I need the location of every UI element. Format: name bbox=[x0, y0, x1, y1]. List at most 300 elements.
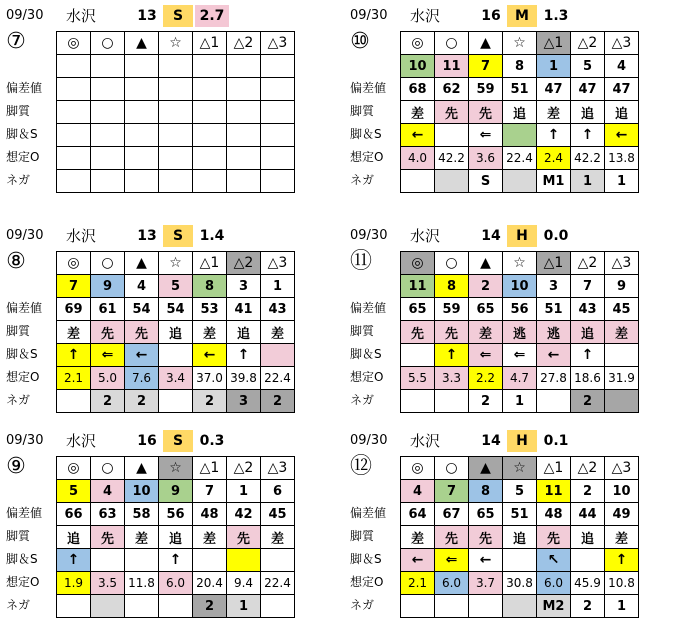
grid-row bbox=[401, 147, 639, 170]
grid-row bbox=[57, 321, 295, 344]
grid-row bbox=[401, 526, 639, 549]
grid-cell: 1 bbox=[503, 390, 537, 413]
grid-cell: 2.1 bbox=[57, 367, 91, 390]
grid-cell bbox=[125, 549, 159, 572]
grid-cell: 2 bbox=[469, 275, 503, 298]
mark-cell: ◎ bbox=[401, 252, 435, 275]
race-circled-number: ⑧ bbox=[6, 249, 26, 274]
grid-cell: 48 bbox=[537, 503, 571, 526]
grid-cell: 2 bbox=[193, 595, 227, 618]
grid-cell: 10 bbox=[503, 275, 537, 298]
grid-cell: ⇐ bbox=[91, 344, 125, 367]
grid-cell: 差 bbox=[401, 526, 435, 549]
grid-cell: 47 bbox=[605, 78, 639, 101]
prediction-grid bbox=[56, 456, 295, 618]
grid-cell bbox=[159, 55, 193, 78]
grid-cell bbox=[227, 55, 261, 78]
grid-cell bbox=[193, 55, 227, 78]
grid-cell bbox=[193, 78, 227, 101]
grid-cell: 63 bbox=[91, 503, 125, 526]
grid-cell: 先 bbox=[469, 101, 503, 124]
score-value: 0.1 bbox=[543, 433, 569, 449]
race-venue: 水沢 bbox=[410, 432, 441, 450]
grid-cell: ← bbox=[193, 344, 227, 367]
grid-cell: 69 bbox=[57, 298, 91, 321]
grid-cell: 41 bbox=[227, 298, 261, 321]
grid-cell bbox=[401, 390, 435, 413]
grid-cell: 11.8 bbox=[125, 572, 159, 595]
grid-cell: 47 bbox=[571, 78, 605, 101]
row-label: 脚質 bbox=[6, 104, 31, 118]
grade-badge: S bbox=[163, 5, 193, 27]
prediction-grid bbox=[56, 31, 295, 193]
grid-cell: 先 bbox=[401, 321, 435, 344]
race-venue: 水沢 bbox=[410, 7, 441, 25]
grid-cell: 4 bbox=[91, 480, 125, 503]
grid-cell: 44 bbox=[571, 503, 605, 526]
grid-cell: 追 bbox=[57, 526, 91, 549]
row-label: 脚＆S bbox=[350, 347, 382, 361]
mark-cell: ▲ bbox=[125, 252, 159, 275]
grid-cell bbox=[261, 101, 295, 124]
grid-cell: 22.4 bbox=[261, 367, 295, 390]
grid-cell bbox=[91, 147, 125, 170]
race-date: 09/30 bbox=[350, 433, 388, 448]
grid-cell: 8 bbox=[435, 275, 469, 298]
grid-cell: 66 bbox=[57, 503, 91, 526]
grid-cell bbox=[57, 55, 91, 78]
mark-cell: ▲ bbox=[125, 457, 159, 480]
race-panel bbox=[6, 225, 330, 425]
grid-cell: 追 bbox=[159, 321, 193, 344]
grid-cell bbox=[261, 170, 295, 193]
row-label: 脚質 bbox=[6, 529, 31, 543]
grid-cell: 9 bbox=[605, 275, 639, 298]
grid-cell: 42 bbox=[227, 503, 261, 526]
mark-cell: △1 bbox=[537, 32, 571, 55]
grid-cell: ↑ bbox=[159, 549, 193, 572]
grid-cell: ← bbox=[401, 124, 435, 147]
grid-cell: 6 bbox=[261, 480, 295, 503]
grid-cell: 49 bbox=[605, 503, 639, 526]
grid-cell: 先 bbox=[91, 526, 125, 549]
grid-cell: ↑ bbox=[537, 124, 571, 147]
grid-row bbox=[57, 549, 295, 572]
grid-cell bbox=[57, 170, 91, 193]
grid-cell: 1 bbox=[605, 170, 639, 193]
mark-cell: △2 bbox=[571, 457, 605, 480]
grid-cell: 3.6 bbox=[469, 147, 503, 170]
grid-row bbox=[57, 457, 295, 480]
grid-cell: 22.4 bbox=[261, 572, 295, 595]
mark-cell: ▲ bbox=[469, 252, 503, 275]
mark-cell: ☆ bbox=[159, 457, 193, 480]
race-number: 13 bbox=[137, 8, 157, 24]
grid-cell bbox=[503, 124, 537, 147]
mark-cell: ◎ bbox=[57, 457, 91, 480]
grid-cell bbox=[469, 595, 503, 618]
mark-cell: ☆ bbox=[159, 32, 193, 55]
grid-row bbox=[401, 572, 639, 595]
grid-cell: 3 bbox=[227, 390, 261, 413]
row-label: 想定O bbox=[6, 575, 40, 589]
grid-cell: 43 bbox=[571, 298, 605, 321]
panel-header bbox=[6, 430, 330, 452]
grid-cell: ⇐ bbox=[435, 549, 469, 572]
grid-cell bbox=[125, 170, 159, 193]
race-circled-number: ⑪ bbox=[350, 249, 373, 274]
row-label: 想定O bbox=[350, 575, 384, 589]
mark-cell: △2 bbox=[571, 32, 605, 55]
grid-cell: 59 bbox=[469, 78, 503, 101]
grid-cell: 10 bbox=[401, 55, 435, 78]
grid-cell: 67 bbox=[435, 503, 469, 526]
grid-cell: 54 bbox=[125, 298, 159, 321]
grade-badge: S bbox=[163, 225, 193, 247]
row-label: 偏差値 bbox=[350, 506, 387, 520]
grid-cell: 2.1 bbox=[401, 572, 435, 595]
grid-cell: 7 bbox=[571, 275, 605, 298]
grid-cell: 65 bbox=[469, 298, 503, 321]
grid-cell: 7.6 bbox=[125, 367, 159, 390]
grid-cell: 先 bbox=[435, 321, 469, 344]
grid-cell: 3 bbox=[537, 275, 571, 298]
mark-cell: △3 bbox=[261, 32, 295, 55]
grid-cell bbox=[125, 124, 159, 147]
grid-cell: 2 bbox=[571, 595, 605, 618]
mark-cell: △3 bbox=[605, 252, 639, 275]
grid-cell bbox=[261, 55, 295, 78]
race-venue: 水沢 bbox=[66, 227, 97, 245]
grid-cell: 5 bbox=[571, 55, 605, 78]
mark-cell: ☆ bbox=[503, 457, 537, 480]
grid-cell: 6.0 bbox=[159, 572, 193, 595]
grid-cell: 1.9 bbox=[57, 572, 91, 595]
grade-badge: H bbox=[507, 430, 537, 452]
grid-cell bbox=[503, 595, 537, 618]
grid-cell: 5 bbox=[503, 480, 537, 503]
grid-cell: 9.4 bbox=[227, 572, 261, 595]
grid-cell: 2 bbox=[469, 390, 503, 413]
grid-cell: 43 bbox=[261, 298, 295, 321]
panel-header bbox=[6, 225, 330, 247]
mark-cell: ○ bbox=[91, 457, 125, 480]
mark-cell: △1 bbox=[193, 457, 227, 480]
grid-cell bbox=[91, 78, 125, 101]
grid-row bbox=[57, 572, 295, 595]
grid-cell: ↑ bbox=[571, 344, 605, 367]
grid-cell: 先 bbox=[469, 526, 503, 549]
row-label: 偏差値 bbox=[350, 301, 387, 315]
grid-cell: 差 bbox=[261, 526, 295, 549]
grid-row bbox=[401, 78, 639, 101]
row-label: 想定O bbox=[350, 370, 384, 384]
grid-cell: 3.4 bbox=[159, 367, 193, 390]
grid-row bbox=[57, 480, 295, 503]
row-label: 想定O bbox=[6, 150, 40, 164]
row-label: 偏差値 bbox=[6, 506, 43, 520]
grid-cell bbox=[227, 78, 261, 101]
grid-cell: 11 bbox=[435, 55, 469, 78]
grid-cell: 10 bbox=[605, 480, 639, 503]
grid-row bbox=[401, 298, 639, 321]
mark-cell: △3 bbox=[261, 252, 295, 275]
grid-cell: ← bbox=[401, 549, 435, 572]
mark-cell: ○ bbox=[435, 32, 469, 55]
grid-cell bbox=[159, 170, 193, 193]
grid-cell bbox=[193, 101, 227, 124]
grid-row bbox=[57, 526, 295, 549]
grid-cell bbox=[125, 55, 159, 78]
mark-cell: △3 bbox=[261, 457, 295, 480]
grid-cell: 58 bbox=[125, 503, 159, 526]
mark-cell: ▲ bbox=[469, 32, 503, 55]
mark-cell: ◎ bbox=[57, 32, 91, 55]
grid-row bbox=[401, 595, 639, 618]
grid-cell: 差 bbox=[193, 321, 227, 344]
grid-cell bbox=[435, 595, 469, 618]
race-date: 09/30 bbox=[6, 228, 44, 243]
grid-cell: M1 bbox=[537, 170, 571, 193]
mark-cell: ◎ bbox=[57, 252, 91, 275]
grid-cell: 4 bbox=[125, 275, 159, 298]
grid-cell: 53 bbox=[193, 298, 227, 321]
grid-cell bbox=[605, 344, 639, 367]
grid-cell bbox=[227, 124, 261, 147]
grade-badge: S bbox=[163, 430, 193, 452]
grid-cell: 2 bbox=[91, 390, 125, 413]
mark-cell: ☆ bbox=[503, 252, 537, 275]
grid-cell: 4 bbox=[605, 55, 639, 78]
panel-header bbox=[6, 5, 330, 27]
grid-cell: 1 bbox=[537, 55, 571, 78]
grid-cell: 2.4 bbox=[537, 147, 571, 170]
mark-cell: △3 bbox=[605, 32, 639, 55]
grid-cell: 先 bbox=[91, 321, 125, 344]
grid-cell: ↑ bbox=[227, 344, 261, 367]
grid-cell: 追 bbox=[605, 101, 639, 124]
grid-cell: 追 bbox=[227, 321, 261, 344]
grid-cell: 51 bbox=[503, 78, 537, 101]
grid-cell: 68 bbox=[401, 78, 435, 101]
grid-cell bbox=[261, 124, 295, 147]
mark-cell: ○ bbox=[91, 32, 125, 55]
grid-cell bbox=[125, 595, 159, 618]
grid-cell: 2.2 bbox=[469, 367, 503, 390]
row-label: 脚質 bbox=[350, 324, 375, 338]
grid-cell: 51 bbox=[537, 298, 571, 321]
grid-row bbox=[401, 344, 639, 367]
row-label: 脚質 bbox=[6, 324, 31, 338]
prediction-grid bbox=[400, 31, 639, 193]
grid-cell: ← bbox=[125, 344, 159, 367]
grid-cell: 4.7 bbox=[503, 367, 537, 390]
grid-cell: 30.8 bbox=[503, 572, 537, 595]
grid-cell bbox=[571, 549, 605, 572]
grid-row bbox=[401, 480, 639, 503]
race-panel bbox=[350, 430, 674, 630]
mark-cell: △2 bbox=[227, 252, 261, 275]
grid-row bbox=[57, 252, 295, 275]
grid-cell: 8 bbox=[469, 480, 503, 503]
grid-cell: 51 bbox=[503, 503, 537, 526]
grid-cell bbox=[125, 101, 159, 124]
row-label: 脚＆S bbox=[6, 552, 38, 566]
mark-cell: △1 bbox=[193, 32, 227, 55]
grid-row bbox=[401, 549, 639, 572]
grid-cell: 差 bbox=[605, 321, 639, 344]
grid-cell: 42.2 bbox=[571, 147, 605, 170]
grid-cell: 9 bbox=[91, 275, 125, 298]
grid-cell: 3.7 bbox=[469, 572, 503, 595]
grid-cell bbox=[227, 170, 261, 193]
mark-cell: △2 bbox=[227, 32, 261, 55]
grid-cell: 追 bbox=[503, 101, 537, 124]
grid-cell: 18.6 bbox=[571, 367, 605, 390]
race-date: 09/30 bbox=[350, 8, 388, 23]
grid-row bbox=[401, 101, 639, 124]
grid-cell bbox=[261, 78, 295, 101]
grid-cell bbox=[503, 170, 537, 193]
grid-cell: 先 bbox=[435, 101, 469, 124]
grid-cell: 39.8 bbox=[227, 367, 261, 390]
grid-row bbox=[401, 503, 639, 526]
grid-cell: 追 bbox=[159, 526, 193, 549]
mark-cell: ◎ bbox=[401, 457, 435, 480]
race-date: 09/30 bbox=[350, 228, 388, 243]
grid-cell bbox=[537, 390, 571, 413]
grid-cell bbox=[261, 595, 295, 618]
grid-cell: ⇐ bbox=[503, 344, 537, 367]
grid-cell bbox=[401, 595, 435, 618]
mark-cell: ○ bbox=[435, 457, 469, 480]
grid-cell bbox=[91, 55, 125, 78]
mark-cell: ○ bbox=[435, 252, 469, 275]
grid-cell bbox=[261, 549, 295, 572]
grid-cell: 差 bbox=[193, 526, 227, 549]
grid-row bbox=[401, 55, 639, 78]
row-label: 偏差値 bbox=[350, 81, 387, 95]
grid-row bbox=[401, 367, 639, 390]
row-label: ネガ bbox=[350, 598, 375, 612]
row-label: 脚＆S bbox=[6, 127, 38, 141]
grid-cell: 逃 bbox=[537, 321, 571, 344]
row-label: ネガ bbox=[350, 393, 375, 407]
grid-cell bbox=[401, 344, 435, 367]
mark-cell: ○ bbox=[91, 252, 125, 275]
grid-cell bbox=[57, 78, 91, 101]
grid-cell: 62 bbox=[435, 78, 469, 101]
grid-cell bbox=[435, 170, 469, 193]
grid-row bbox=[57, 275, 295, 298]
race-circled-number: ⑫ bbox=[350, 454, 373, 479]
grid-cell bbox=[91, 124, 125, 147]
grid-cell bbox=[57, 101, 91, 124]
grid-cell bbox=[159, 147, 193, 170]
grid-cell: 差 bbox=[125, 526, 159, 549]
grid-cell: 5 bbox=[159, 275, 193, 298]
grid-cell: 1 bbox=[227, 480, 261, 503]
grid-cell: 45.9 bbox=[571, 572, 605, 595]
grid-row bbox=[57, 367, 295, 390]
grid-cell: M2 bbox=[537, 595, 571, 618]
grid-cell: 27.8 bbox=[537, 367, 571, 390]
mark-cell: ☆ bbox=[503, 32, 537, 55]
grid-cell bbox=[57, 595, 91, 618]
grid-cell bbox=[435, 124, 469, 147]
grid-cell: 42.2 bbox=[435, 147, 469, 170]
grid-cell bbox=[159, 344, 193, 367]
grid-cell: 31.9 bbox=[605, 367, 639, 390]
grid-cell: 差 bbox=[469, 321, 503, 344]
race-number: 16 bbox=[137, 433, 157, 449]
grid-cell: 差 bbox=[605, 526, 639, 549]
race-number: 14 bbox=[481, 228, 501, 244]
grid-cell: 差 bbox=[57, 321, 91, 344]
grid-cell bbox=[193, 170, 227, 193]
grid-cell: 7 bbox=[193, 480, 227, 503]
grid-row bbox=[57, 147, 295, 170]
grid-cell: 48 bbox=[193, 503, 227, 526]
grid-cell: ↑ bbox=[57, 549, 91, 572]
row-label: ネガ bbox=[350, 173, 375, 187]
grid-cell: 先 bbox=[435, 526, 469, 549]
grid-cell: ↑ bbox=[571, 124, 605, 147]
grid-cell: ← bbox=[469, 549, 503, 572]
race-number: 14 bbox=[481, 433, 501, 449]
grid-cell: 11 bbox=[401, 275, 435, 298]
grid-cell: 1 bbox=[605, 595, 639, 618]
grid-cell: 65 bbox=[469, 503, 503, 526]
row-label: 偏差値 bbox=[6, 301, 43, 315]
grid-cell: 45 bbox=[605, 298, 639, 321]
mark-cell: △1 bbox=[537, 457, 571, 480]
race-panel bbox=[350, 225, 674, 425]
row-label: ネガ bbox=[6, 173, 31, 187]
grid-row bbox=[401, 390, 639, 413]
score-value: 0.3 bbox=[199, 433, 225, 449]
panel-header bbox=[350, 5, 674, 27]
grid-cell: 3.5 bbox=[91, 572, 125, 595]
grid-cell: 10 bbox=[125, 480, 159, 503]
grid-cell bbox=[91, 101, 125, 124]
race-date: 09/30 bbox=[6, 8, 44, 23]
grid-cell bbox=[261, 344, 295, 367]
grid-cell: ⇐ bbox=[469, 344, 503, 367]
grid-cell: 10.8 bbox=[605, 572, 639, 595]
grid-cell: 59 bbox=[435, 298, 469, 321]
grid-row bbox=[57, 170, 295, 193]
grid-cell bbox=[193, 124, 227, 147]
grid-cell bbox=[159, 595, 193, 618]
grid-cell: 1 bbox=[261, 275, 295, 298]
grid-cell: 逃 bbox=[503, 321, 537, 344]
grid-cell: 22.4 bbox=[503, 147, 537, 170]
grid-cell bbox=[91, 595, 125, 618]
grid-cell: 64 bbox=[401, 503, 435, 526]
grid-cell bbox=[227, 101, 261, 124]
grid-cell bbox=[91, 170, 125, 193]
mark-cell: △1 bbox=[193, 252, 227, 275]
grid-cell: 3 bbox=[227, 275, 261, 298]
grid-cell: 差 bbox=[537, 101, 571, 124]
grid-cell: 8 bbox=[503, 55, 537, 78]
panel-header bbox=[350, 225, 674, 247]
grid-row bbox=[57, 344, 295, 367]
grid-row bbox=[57, 124, 295, 147]
grid-cell bbox=[57, 124, 91, 147]
grid-cell: 9 bbox=[159, 480, 193, 503]
